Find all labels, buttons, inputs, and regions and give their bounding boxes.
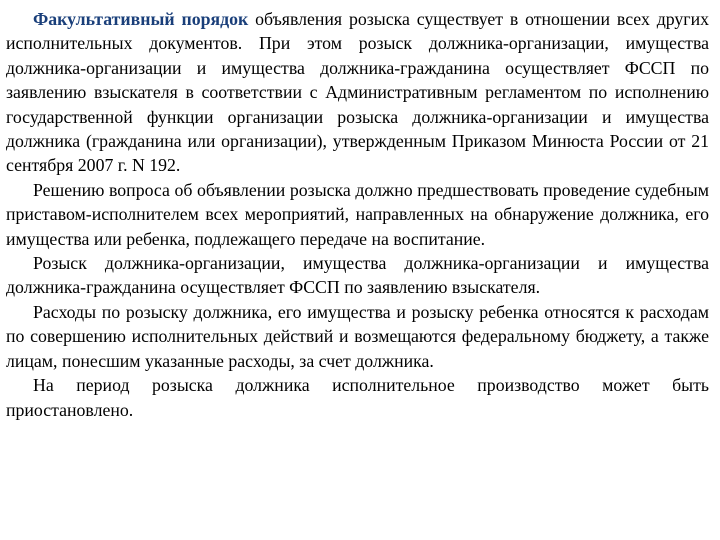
paragraph-text: На период розыска должника исполнительное производство может быть приостановлено. <box>6 375 709 420</box>
paragraph-search-decision <box>6 178 709 251</box>
highlighted-term: Факультативный порядок <box>33 9 249 29</box>
document-body <box>6 7 709 422</box>
paragraph-optional-search <box>6 7 709 178</box>
paragraph-text: Расходы по розыску должника, его имущества и розыску ребенка относятся к расходам по совершению исполнительных действий и возмещаются федеральному бюджету, а также лицам, понесшим указанные расходы, за счет должника. <box>6 301 709 371</box>
paragraph-suspension <box>6 373 709 422</box>
paragraph-text: Решению вопроса об объявлении розыска должно предшествовать проведение судебным приставом-исполнителем всех мероприятий, направленных на обнаружение должника, его имущества или ребенка, подлежащего передаче на воспитание. <box>6 179 709 249</box>
paragraph-text: объявления розыска существует в отношении всех других исполнительных документов. При этом розыск должника-организации, имущества должника-организации и имущества должника-гражданина осуществляет ФССП по заявлению взыскателя в соответствии с Административным регламентом по исполнению государственной функции организации розыска должника-организации и имущества должника (гражданина или организации), утвержденным Приказом Минюста России от 21 сентября 2007 г. N 192. <box>6 9 709 176</box>
paragraph-search-expenses <box>6 300 709 373</box>
paragraph-search-fssp <box>6 251 709 300</box>
paragraph-text: Розыск должника-организации, имущества должника-организации и имущества должника-гражданина осуществляет ФССП по заявлению взыскателя. <box>6 253 709 298</box>
